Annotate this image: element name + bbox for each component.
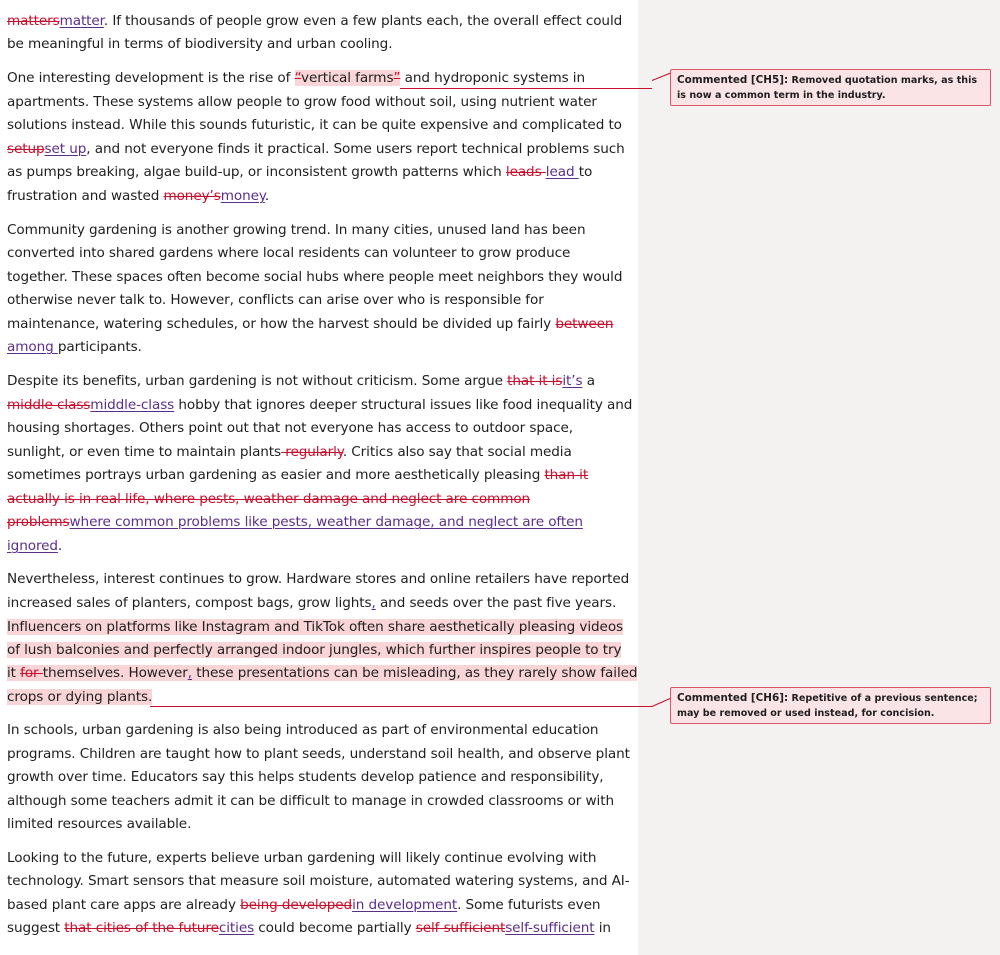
tracked-deletion: problems [7, 514, 70, 530]
text-run: and hydroponic systems in [400, 70, 585, 86]
tracked-deletion: than it [544, 467, 589, 483]
text-run: as pumps breaking, algae build-up, or inconsistent growth patterns which [7, 164, 506, 180]
doc-line[interactable] [7, 10, 622, 32]
tracked-insertion: set up [44, 141, 87, 157]
text-run: One interesting development is the rise of [7, 70, 295, 86]
tracked-deletion: that cities of the future [64, 920, 219, 936]
text-run: participants. [57, 339, 142, 355]
text-run: otherwise never talk to. However, conflicts can arise over who is responsible for [7, 292, 544, 308]
text-run: could become partially [254, 920, 416, 936]
tracked-insertion: lead [545, 164, 579, 180]
doc-line[interactable] [7, 511, 583, 533]
comment-label: Commented [CH6]: [677, 692, 789, 704]
tracked-insertion: it’s [562, 373, 583, 389]
commented-text: these presentations can be misleading, as they rarely show failed [192, 665, 638, 681]
comment-margin [638, 0, 1000, 955]
tracked-insertion: self-sufficient [505, 920, 595, 936]
text-run: sometimes portrays urban gardening as easier and more aesthetically pleasing [7, 467, 545, 483]
tracked-insertion: , [187, 665, 193, 681]
tracked-deletion: regularly [281, 444, 343, 460]
comment-connector-ch6 [150, 706, 652, 707]
comment-text: Removed quotation marks, as this is now a common term in the industry. [677, 75, 978, 101]
tracked-insertion: , [371, 595, 376, 611]
text-run: . Some futurists even [457, 897, 601, 913]
comment-label: Commented [CH5]: [677, 74, 789, 86]
tracked-deletion: money’s [163, 188, 221, 204]
doc-line[interactable] [7, 138, 625, 160]
text-run: growth over time. Educators say this helps students develop patience and responsibility, [7, 769, 604, 785]
tracked-insertion: where common problems like pests, weather damage, and neglect are often [69, 514, 583, 530]
text-run: be meaningful in terms of biodiversity and urban cooling. [7, 36, 393, 52]
tracked-deletion: ” [393, 70, 401, 86]
commented-text: of lush balconies and perfectly arranged indoor jungles, which further inspires people to try [7, 642, 622, 658]
tracked-deletion: matters [7, 13, 60, 29]
commented-text: Influencers on platforms like Instagram and TikTok often share aesthetically pleasing videos [7, 619, 624, 635]
doc-line[interactable] [7, 441, 572, 463]
tracked-insertion: middle-class [90, 397, 175, 413]
doc-line[interactable] [7, 464, 588, 486]
doc-line[interactable] [7, 417, 573, 439]
text-run: . If thousands of people grow even a few plants each, the overall effect could [103, 13, 623, 29]
commented-text: themselves. However [42, 665, 188, 681]
doc-line[interactable] [7, 766, 604, 788]
doc-line[interactable] [7, 917, 611, 939]
text-run: . [57, 538, 63, 554]
doc-line[interactable] [7, 91, 597, 113]
text-run: housing shortages. Others point out that not everyone has access to outdoor space, [7, 420, 573, 436]
doc-line[interactable] [7, 639, 621, 661]
doc-line[interactable] [7, 114, 622, 136]
tracked-insertion: ignored [7, 538, 58, 554]
text-run: converted into shared gardens where local residents can volunteer to grow produce [7, 245, 571, 261]
commented-text: it [7, 665, 21, 681]
text-run: sunlight, or even time to maintain plants [7, 444, 282, 460]
tracked-insertion: money [220, 188, 265, 204]
tracked-deletion: leads [505, 164, 546, 180]
doc-line[interactable] [7, 242, 570, 264]
doc-line[interactable] [7, 266, 622, 288]
doc-line[interactable] [7, 847, 596, 869]
text-run: Nevertheless, interest continues to grow. Hardware stores and online retailers have reported [7, 571, 630, 587]
text-run: limited resources available. [7, 816, 192, 832]
doc-line[interactable] [7, 161, 592, 183]
text-run: together. These spaces often become social hubs where people meet neighbors they would [7, 269, 623, 285]
doc-line[interactable] [7, 813, 191, 835]
text-run: solutions instead. While this sounds futuristic, it can be quite expensive and complicated to [7, 117, 622, 133]
commented-text: crops or dying plants. [7, 689, 153, 705]
text-run: suggest [7, 920, 65, 936]
tracked-deletion: self sufficient [415, 920, 506, 936]
tracked-insertion: in development [352, 897, 458, 913]
text-run: technology. Smart sensors that measure soil moisture, automated watering systems, and AI- [7, 873, 630, 889]
doc-line[interactable] [7, 313, 613, 335]
doc-line[interactable] [7, 336, 142, 358]
doc-line[interactable] [7, 33, 392, 55]
doc-line[interactable] [7, 370, 595, 392]
doc-line[interactable] [7, 592, 616, 614]
text-run: Looking to the future, experts believe urban gardening will likely continue evolving with [7, 850, 597, 866]
text-run: hobby that ignores deeper structural issues like food inequality and [174, 397, 633, 413]
text-run: programs. Children are taught how to plant seeds, understand soil health, and observe plant [7, 746, 630, 762]
doc-line[interactable] [7, 488, 530, 510]
tracked-insertion: cities [218, 920, 255, 936]
comment-text: Repetitive of a previous sentence; may be removed or used instead, for concision. [677, 693, 978, 719]
text-run: based plant care apps are already [7, 897, 241, 913]
text-run: and seeds over the past five years. [375, 595, 617, 611]
comment-ch6[interactable] [670, 687, 991, 724]
text-run: maintenance, watering schedules, or how the harvest should be divided up fairly [7, 316, 556, 332]
doc-line[interactable] [7, 219, 585, 241]
text-run: increased sales of planters, compost bags, grow lights [7, 595, 372, 611]
text-run: . Critics also say that social media [342, 444, 572, 460]
doc-line[interactable] [7, 568, 629, 590]
comment-ch5[interactable] [670, 69, 991, 106]
doc-line[interactable] [7, 535, 62, 557]
tracked-deletion: between [555, 316, 614, 332]
doc-line[interactable] [7, 616, 623, 638]
doc-line[interactable] [7, 67, 585, 89]
doc-line[interactable] [7, 289, 544, 311]
tracked-deletion: that it is [507, 373, 563, 389]
text-run: In schools, urban gardening is also being introduced as part of environmental education [7, 722, 599, 738]
doc-line[interactable] [7, 790, 614, 812]
tracked-deletion: being developed [240, 897, 353, 913]
tracked-insertion: among [7, 339, 58, 355]
text-run: . [264, 188, 270, 204]
text-run: , and not everyone finds it practical. Some users report technical problems such [86, 141, 625, 157]
tracked-insertion: matter [59, 13, 104, 29]
doc-line[interactable] [7, 743, 630, 765]
doc-line[interactable] [7, 394, 632, 416]
doc-line[interactable] [7, 686, 152, 708]
doc-line[interactable] [7, 894, 600, 916]
tracked-deletion: setup [7, 141, 45, 157]
text-run: Community gardening is another growing trend. In many cities, unused land has been [7, 222, 586, 238]
text-run: apartments. These systems allow people to grow food without soil, using nutrient water [7, 94, 597, 110]
text-run: although some teachers admit it can be difficult to manage in crowded classrooms or with [7, 793, 614, 809]
doc-line[interactable] [7, 662, 637, 684]
comment-connector-ch5 [400, 88, 652, 89]
text-run: to [578, 164, 593, 180]
tracked-deletion: “ [294, 70, 302, 86]
doc-line[interactable] [7, 870, 630, 892]
text-run: frustration and wasted [7, 188, 164, 204]
tracked-deletion: middle class [7, 397, 91, 413]
doc-line[interactable] [7, 185, 269, 207]
text-run: a [582, 373, 595, 389]
text-run: Despite its benefits, urban gardening is not without criticism. Some argue [7, 373, 508, 389]
commented-text: vertical farms [301, 70, 394, 86]
text-run: in [594, 920, 611, 936]
tracked-deletion: for [20, 665, 43, 681]
doc-line[interactable] [7, 719, 598, 741]
tracked-deletion: actually is in real life, where pests, weather damage and neglect are common [7, 491, 531, 507]
